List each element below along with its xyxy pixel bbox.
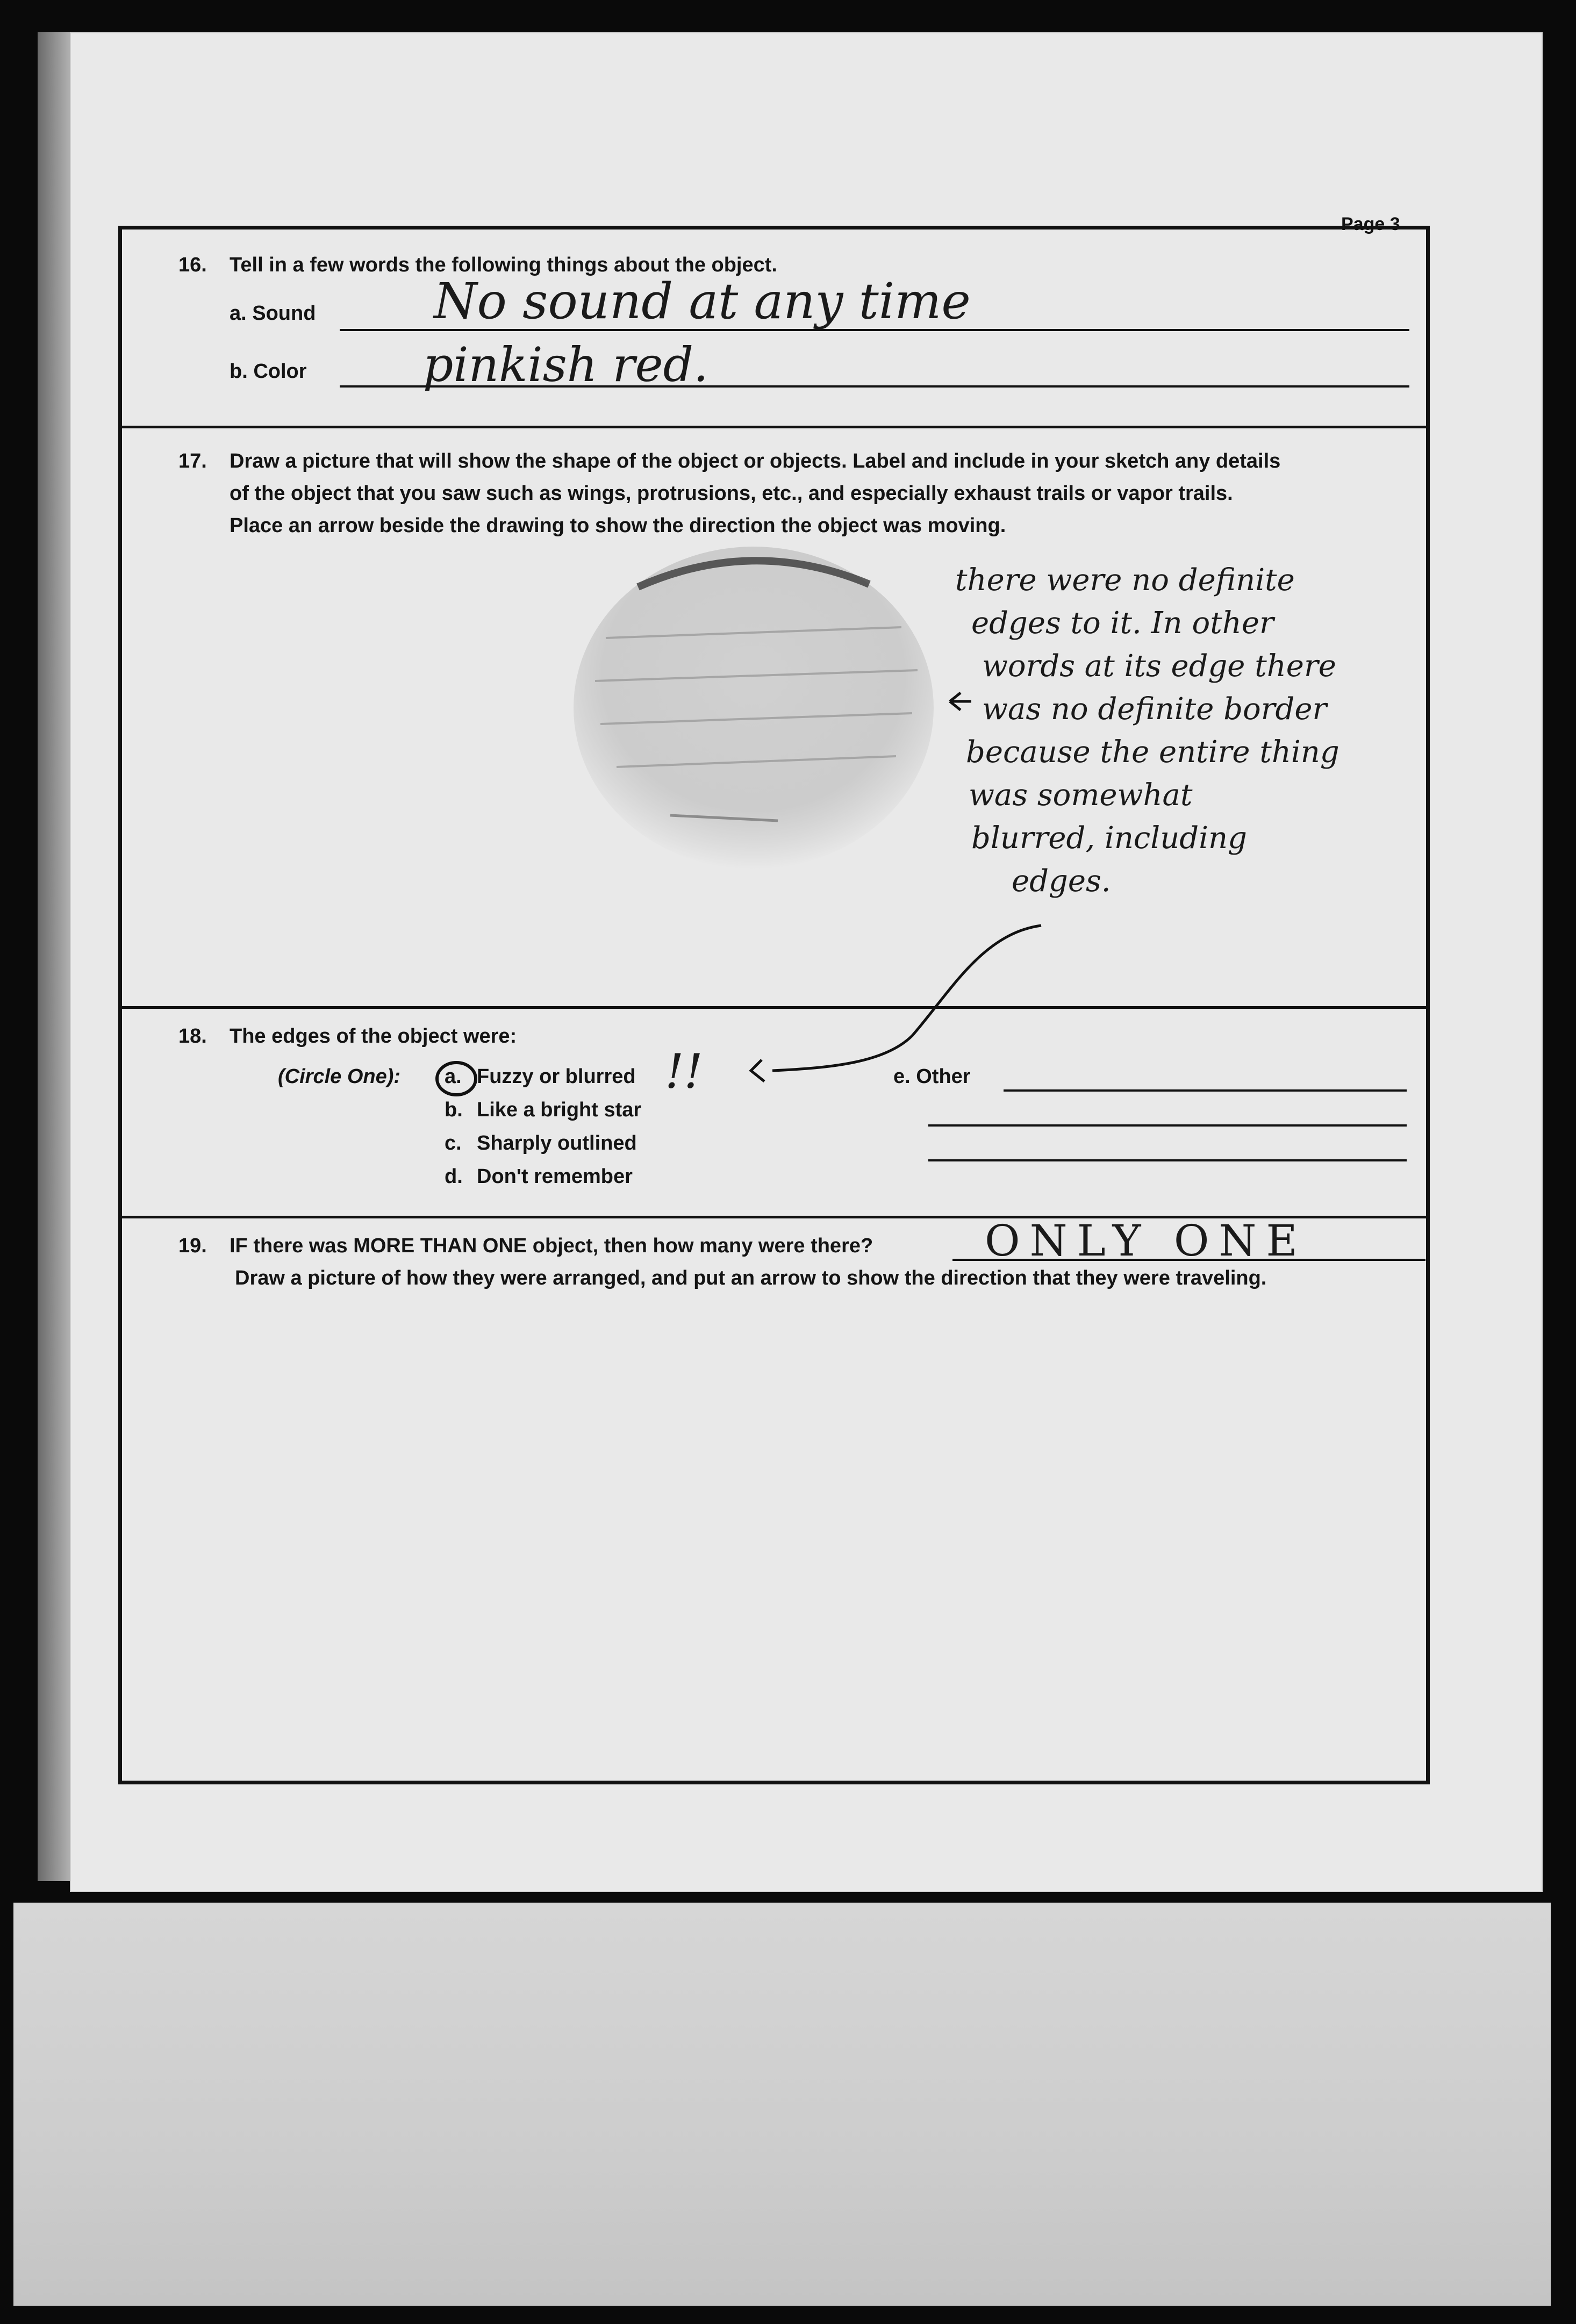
q19-number: 19.: [178, 1235, 207, 1257]
note-line-8: edges.: [1012, 864, 1111, 899]
q17-line2: of the object that you saw such as wings, protrusions, etc., and especially exhaust trails or vapor trails.: [230, 482, 1233, 505]
q16-sound-label: a. Sound: [230, 302, 316, 325]
page-number: Page 3: [1341, 214, 1400, 234]
q16-color-label: b. Color: [230, 360, 307, 383]
q18-option-d-text[interactable]: Don't remember: [477, 1165, 633, 1188]
q18-number: 18.: [178, 1025, 207, 1048]
note-line-1: there were no definite: [955, 563, 1295, 598]
q18-option-d-letter[interactable]: d.: [445, 1165, 463, 1188]
q18-other-line-2[interactable]: [928, 1124, 1407, 1127]
q17-line1: Draw a picture that will show the shape of the object or objects. Label and include in your sketch any details: [230, 450, 1281, 472]
annotation-curve-arrow: [772, 926, 1041, 1071]
note-line-4: was no definite border: [982, 692, 1327, 727]
q18-other-line-3[interactable]: [928, 1159, 1407, 1161]
q19-line2: Draw a picture of how they were arranged, and put an arrow to show the direction that they were traveling.: [235, 1267, 1267, 1289]
note-line-7: blurred, including: [971, 821, 1247, 856]
q18-instruction: (Circle One):: [278, 1065, 401, 1088]
q16-sound-answer[interactable]: No sound at any time: [434, 272, 971, 330]
q18-prompt: The edges of the object were:: [230, 1025, 517, 1048]
q16-number: 16.: [178, 254, 207, 276]
q18-option-c-letter[interactable]: c.: [445, 1132, 462, 1154]
note-line-6: was somewhat: [969, 778, 1193, 813]
form-frame: [118, 226, 1430, 1784]
scanner-bed: [13, 1903, 1551, 2306]
q18-option-b-letter[interactable]: b.: [445, 1099, 463, 1121]
q18-other-line-1[interactable]: [1004, 1089, 1407, 1092]
note-line-3: words at its edge there: [982, 649, 1336, 684]
q19-answer[interactable]: ONLY ONE: [985, 1216, 1307, 1266]
note-line-5: because the entire thing: [966, 735, 1339, 770]
q16-color-answer[interactable]: pinkish red.: [423, 337, 708, 392]
q18-other-label: e. Other: [893, 1065, 971, 1088]
q18-option-a-letter[interactable]: a.: [445, 1065, 462, 1088]
q18-option-c-text[interactable]: Sharply outlined: [477, 1132, 637, 1154]
q18-emphasis: !!: [665, 1044, 703, 1099]
q19-drawing-area[interactable]: [144, 1299, 1401, 1761]
q18-option-a-text[interactable]: Fuzzy or blurred: [477, 1065, 636, 1088]
q17-number: 17.: [178, 450, 207, 472]
q18-option-b-text[interactable]: Like a bright star: [477, 1099, 642, 1121]
annotation-arrowhead-icon: [751, 1060, 764, 1081]
q16-prompt: Tell in a few words the following things about the object.: [230, 254, 777, 276]
direction-arrow-icon: [950, 693, 971, 710]
q17-line3: Place an arrow beside the drawing to show the direction the object was moving.: [230, 514, 1006, 537]
q19-prompt: IF there was MORE THAN ONE object, then how many were there?: [230, 1235, 873, 1257]
note-line-2: edges to it. In other: [971, 606, 1274, 641]
